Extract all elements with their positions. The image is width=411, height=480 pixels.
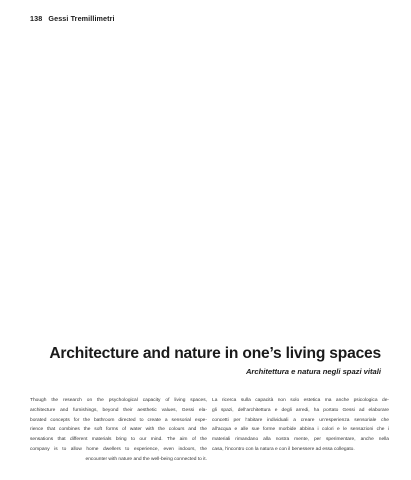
english-text-line: borated concepts for the bathroom directed to create a sensorial expe- xyxy=(30,417,207,423)
page-number: 138 xyxy=(30,14,43,23)
running-header xyxy=(30,14,115,23)
article-title: Architecture and nature in one’s living spaces xyxy=(49,345,381,362)
italian-text-line: La ricerca sulla capacità non solo estetica ma anche psicologica de- xyxy=(212,398,389,403)
english-text-line: architecture and furnishings, beyond their aesthetic values, Gessi ela- xyxy=(30,407,207,413)
italian-text-line: concetti per l’abitare individuali a creare un’esperienza sensoriale che xyxy=(212,417,389,423)
italian-text-column xyxy=(212,396,389,455)
english-text-line: Though the research on the psychological capacity of living spaces, xyxy=(30,398,207,403)
italian-text-line: casa, l’incontro con la natura e con il benessere ad essa collegato. xyxy=(212,446,355,452)
article-subtitle: Architettura e natura negli spazi vitali xyxy=(245,367,381,376)
italian-text-line: gli spazi, dell’architettura e degli arredi, ha portato Gessi ad elaborare xyxy=(212,407,389,413)
english-text-line: sensations that different materials bring to our mind. The aim of the xyxy=(30,437,207,443)
italian-text-line: all’acqua e alle sue forme morbide abbina i colori e le sensazioni che i xyxy=(212,427,389,433)
english-text-column xyxy=(30,396,207,465)
italian-text-line: materiali rimandano alla nostra mente, per sperimentare, anche nella xyxy=(212,437,389,443)
section-title: Gessi Tremillimetri xyxy=(48,14,115,23)
english-text-line: company is to allow home dwellers to experience, even indoors, the xyxy=(30,446,207,452)
english-text-line: encounter with nature and the well-being connected to it. xyxy=(85,456,207,462)
english-text-line: rience that combines the soft forms of water with the colours and the xyxy=(30,427,207,433)
